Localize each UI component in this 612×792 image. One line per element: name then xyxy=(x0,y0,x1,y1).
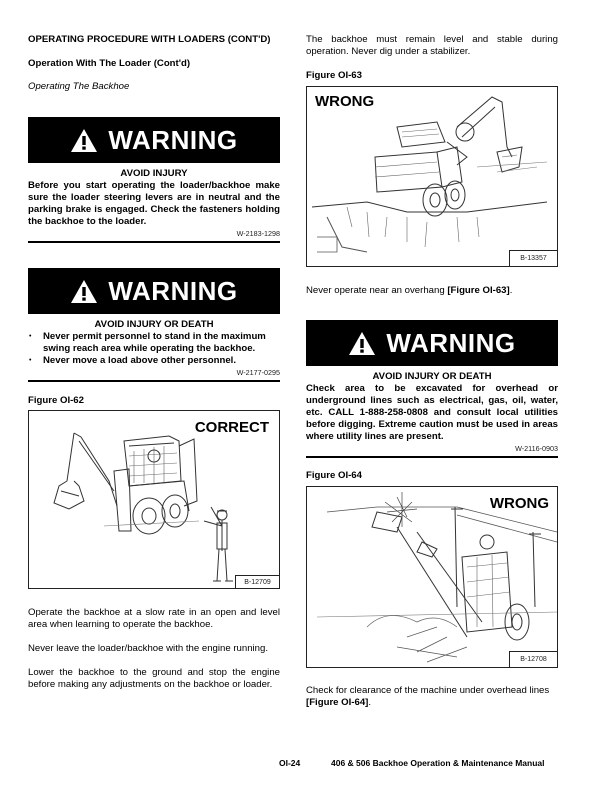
warning-banner xyxy=(28,117,280,163)
manual-title: 406 & 506 Backhoe Operation & Maintenance Manual xyxy=(331,758,545,768)
warning-body: Check area to be excavated for overhead or underground lines such as electrical, gas, oil, water, etc. CALL 1-888-258-0808 and consult local utilities before digging. Extreme caution must be used in areas where utility lines are present. xyxy=(306,383,558,442)
figure-oi-64 xyxy=(306,486,558,668)
warning-triangle-icon xyxy=(70,128,98,153)
figure-reference: [Figure OI-63] xyxy=(447,285,510,296)
paragraph: Never leave the loader/backhoe with the engine running. xyxy=(28,643,269,654)
warning-bullet: • Never move a load above other personnel. xyxy=(28,355,280,367)
warning-banner-text: WARNING xyxy=(386,327,516,358)
figure-label: Figure OI-64 xyxy=(306,470,362,481)
paragraph: The backhoe must remain level and stable during operation. Never dig under a stabilizer. xyxy=(306,34,558,57)
warning-block-1 xyxy=(28,117,280,243)
warning-bullet: • Never permit personnel to stand in the maximum swing reach area while operating the backhoe. xyxy=(28,331,280,355)
figure-id: B-12708 xyxy=(509,651,558,668)
warning-block-3 xyxy=(306,320,558,458)
warning-banner xyxy=(28,268,280,314)
italic-heading: Operating The Backhoe xyxy=(28,81,130,92)
figure-label: Figure OI-63 xyxy=(306,70,362,81)
warning-rule xyxy=(306,456,558,458)
paragraph-end: . xyxy=(509,285,513,296)
warning-body: Before you start operating the loader/backhoe make sure the loader steering levers are in neutral and the parking brake is engaged. Check the fasteners holding the backhoe to the loader. xyxy=(28,180,280,227)
backhoe-wrong-stabilizer-illustration xyxy=(307,87,557,266)
section-heading: OPERATING PROCEDURE WITH LOADERS (CONT'D) xyxy=(28,34,271,45)
figure-oi-62 xyxy=(28,410,280,589)
clearance-paragraph xyxy=(306,685,558,709)
figure-tag: WRONG xyxy=(489,495,549,512)
warning-code: W-2177-0295 xyxy=(236,368,280,377)
paragraph-end: . xyxy=(368,697,372,708)
backhoe-correct-illustration xyxy=(29,411,279,588)
page-number: OI-24 xyxy=(279,758,301,768)
sub-heading: Operation With The Loader (Cont'd) xyxy=(28,58,191,69)
warning-triangle-icon xyxy=(70,279,98,304)
overhang-paragraph xyxy=(306,285,558,297)
warning-block-2 xyxy=(28,268,280,382)
figure-tag: WRONG xyxy=(315,93,375,110)
warning-code: W-2183-1298 xyxy=(236,229,280,238)
figure-oi-63 xyxy=(306,86,558,267)
warning-bullet-list xyxy=(28,331,280,367)
warning-rule xyxy=(28,241,280,243)
backhoe-wrong-overhead-lines-illustration xyxy=(307,487,557,667)
paragraph-text: Check for clearance of the machine under overhead lines xyxy=(306,685,550,696)
warning-triangle-icon xyxy=(348,331,376,356)
paragraph: Lower the backhoe to the ground and stop the engine before making any adjustments on the backhoe or loader. xyxy=(28,667,280,690)
figure-reference: [Figure OI-64] xyxy=(306,697,369,708)
figure-id: B-12709 xyxy=(235,575,280,589)
warning-title: AVOID INJURY OR DEATH xyxy=(94,319,214,330)
warning-banner-text: WARNING xyxy=(108,124,238,155)
warning-title: AVOID INJURY OR DEATH xyxy=(372,371,492,382)
warning-code: W-2116-0903 xyxy=(515,444,558,453)
warning-banner xyxy=(306,320,558,366)
figure-id: B-13357 xyxy=(509,250,558,267)
figure-tag: CORRECT xyxy=(194,419,269,436)
figure-label: Figure OI-62 xyxy=(28,395,84,406)
paragraph: Operate the backhoe at a slow rate in an open and level area when learning to operate the backhoe. xyxy=(28,607,280,630)
warning-title: AVOID INJURY xyxy=(120,168,188,179)
warning-rule xyxy=(28,380,280,382)
paragraph-text: Never operate near an overhang xyxy=(306,285,448,296)
warning-banner-text: WARNING xyxy=(108,275,238,306)
